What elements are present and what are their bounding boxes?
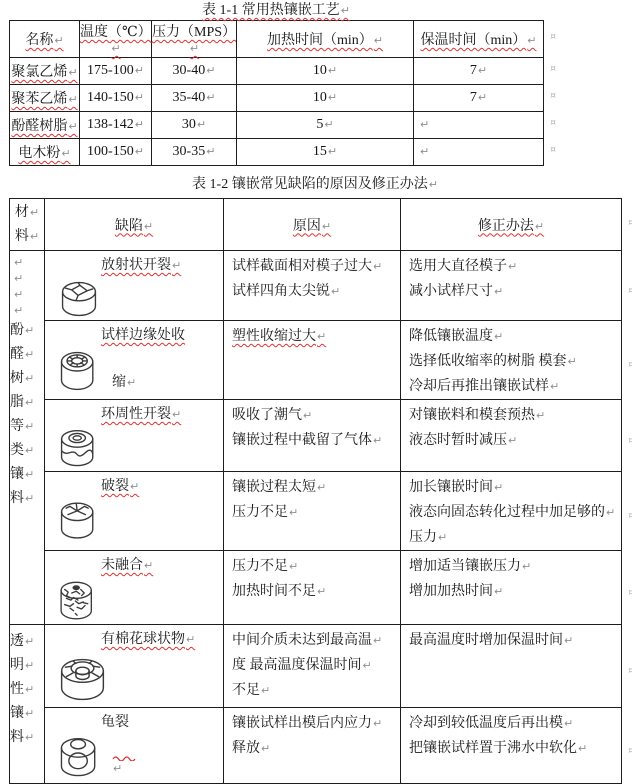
cause-cell <box>224 321 401 400</box>
defect-row-radial-crack <box>10 251 622 321</box>
cause-cell <box>224 625 401 708</box>
text-line: 脂 ↵ <box>10 391 44 415</box>
text-line: 镶嵌试样出模后内应力 ↵ <box>232 711 396 736</box>
text-line: 增加加热时间 ↵ <box>409 579 617 604</box>
text-line: 性 ↵ <box>10 678 44 702</box>
craze-crack-sample-image <box>54 735 104 783</box>
empty-cell-paragraph-mark <box>414 113 543 137</box>
material-name-cell: 酚醛树脂 ↵ <box>10 112 80 139</box>
circumferential-crack-sample-image <box>54 427 104 471</box>
table1-title <box>9 2 543 20</box>
text-line: 类 ↵ <box>10 439 44 463</box>
header-name: 名称 ↵ <box>10 21 80 58</box>
table2-header-row <box>10 199 622 251</box>
header-defect: 缺陷 ↵ <box>45 199 224 251</box>
text-line: 试样截面相对模子过大 ↵ <box>232 254 396 279</box>
table-row: 聚苯乙烯 ↵ 140-150 ↵ 35-40 ↵ 10 ↵ ¤ 7 ↵ <box>10 85 544 112</box>
text-line: 试样四角太尖锐 ↵ <box>232 279 396 304</box>
empty-paragraph-marks <box>10 251 44 319</box>
text-line: ¤ 对镶嵌料和模套预热 ↵ <box>409 403 617 428</box>
hot-mounting-process-table <box>9 20 544 166</box>
defect-row-edge-shrink <box>10 321 622 400</box>
text-line: 料 ↵ <box>10 487 44 511</box>
text-line: 选择低收缩率的树脂 模套 ↵ <box>409 349 617 374</box>
header-hold-time: ¤ 保温时间（min） ↵ <box>414 21 544 58</box>
header-fix: ¤ 修正办法 ↵ <box>401 199 622 251</box>
text-line: 减小试样尺寸 ↵ <box>409 279 617 304</box>
unfused-sample-image <box>54 578 102 624</box>
defect-row-circumferential-crack <box>10 400 622 472</box>
defect-row-unfused <box>10 551 622 625</box>
defect-row-burst <box>10 472 622 551</box>
defect-cell <box>45 321 224 400</box>
table-row: 酚醛树脂 ↵ 138-142 ↵ 30 ↵ 5 ↵ ¤ ↵ <box>10 112 544 139</box>
text-line: 液态向固态转化过程中加足够的 ↵ <box>409 500 617 525</box>
header-cause: 原因 ↵ <box>224 199 401 251</box>
text-line: 等 ↵ <box>10 415 44 439</box>
edge-shrink-sample-image <box>54 348 104 394</box>
text-line: 镶嵌过程中截留了气体 ↵ <box>232 428 396 453</box>
text-line: ¤ 降低镶嵌温度 ↵ <box>409 324 617 349</box>
material-vertical-label <box>10 319 44 511</box>
table1-header-row <box>10 21 544 58</box>
defect-cell <box>45 400 224 472</box>
material-name-cell: 聚氯乙烯 ↵ <box>10 58 80 85</box>
text-line: ¤ 增加适当镶嵌压力 ↵ <box>409 554 617 579</box>
text-line: 透 ↵ <box>10 630 44 654</box>
defect-label: 放射状开裂 ↵ <box>101 258 181 273</box>
defect-label: 未融合 ↵ <box>101 558 153 573</box>
text-line: 明 ↵ <box>10 654 44 678</box>
defects-table <box>9 198 622 784</box>
text-line: 醛 ↵ <box>10 343 44 367</box>
text-line: 镶 ↵ <box>10 463 44 487</box>
text-line: 酚 ↵ <box>10 319 44 343</box>
text-line: 冷却后再推出镶嵌试样 ↵ <box>409 374 617 399</box>
header-pressure: 压力（MPS） ↵ <box>152 21 237 58</box>
table1-title-text: 表 1-1 常用热镶嵌工艺 ↵ <box>202 3 350 18</box>
text-line: 材 ↵ <box>10 201 44 225</box>
text-line: 料 ↵ <box>10 225 44 249</box>
fix-cell <box>401 551 622 625</box>
material-name-cell: 电木粉 ↵ <box>10 139 80 166</box>
empty-cell-paragraph-mark <box>414 140 543 164</box>
text-line: 把镶嵌试样置于沸水中软化 ↵ <box>409 736 617 761</box>
header-heat-time: 加热时间（min） ↵ <box>237 21 414 58</box>
material-group-phenolic <box>10 251 45 625</box>
text-line: 压力 ↵ <box>409 525 617 550</box>
header-material <box>10 199 45 251</box>
text-line: 压力不足 ↵ <box>232 554 396 579</box>
material-group-transparent <box>10 625 45 784</box>
text-line: ¤ 选用大直径模子 ↵ <box>409 254 617 279</box>
text-line: 料 ↵ <box>10 726 44 750</box>
defect-cell <box>45 625 224 708</box>
material-name-cell: 聚苯乙烯 ↵ <box>10 85 80 112</box>
text-line: ¤ 最高温度时增加保温时间 ↵ <box>409 628 617 653</box>
defect-cell <box>45 251 224 321</box>
defect-label: 龟裂 <box>101 715 129 730</box>
radial-crack-sample-image <box>54 278 104 320</box>
defect-label: 试样边缘处收 <box>101 328 185 343</box>
text-line: 树 ↵ <box>10 367 44 391</box>
text-line: 度 最高温度保温时间 ↵ <box>232 653 396 678</box>
cause-cell <box>224 251 401 321</box>
defect-cell <box>45 472 224 551</box>
defect-label: 破裂 ↵ <box>101 479 139 494</box>
text-line: 加热时间不足 ↵ <box>232 579 396 604</box>
cotton-ball-sample-image <box>54 652 111 707</box>
material-vertical-label <box>10 630 44 750</box>
fix-cell <box>401 625 622 708</box>
defect-label-wrap: 缩 ↵ <box>112 371 136 391</box>
text-line: ¤ 冷却到较低温度后再出模 ↵ <box>409 711 617 736</box>
text-line: 镶 ↵ <box>10 702 44 726</box>
text-line: 塑性收缩过大 ↵ <box>232 324 396 349</box>
fix-cell <box>401 321 622 400</box>
table2-title-text: 表 1-2 镶嵌常见缺陷的原因及修正办法 ↵ <box>192 177 438 192</box>
cause-cell <box>224 400 401 472</box>
defect-row-cotton-ball <box>10 625 622 708</box>
text-line: 吸收了潮气 ↵ <box>232 403 396 428</box>
text-line: 镶嵌过程太短 ↵ <box>232 475 396 500</box>
text-line: 中间介质未达到最高温 ↵ <box>232 628 396 653</box>
fix-cell <box>401 472 622 551</box>
fix-cell <box>401 400 622 472</box>
cause-cell <box>224 472 401 551</box>
burst-crack-sample-image <box>54 499 104 543</box>
defect-cell <box>45 551 224 625</box>
text-line: ¤ 加长镶嵌时间 ↵ <box>409 475 617 500</box>
cause-cell <box>224 551 401 625</box>
table-row: 聚氯乙烯 ↵ 175-100 ↵ 30-40 ↵ 10 ↵ ¤ 7 ↵ <box>10 58 544 85</box>
fix-cell <box>401 251 622 321</box>
text-line: 压力不足 ↵ <box>232 500 396 525</box>
text-line: 液态时暂时减压 ↵ <box>409 428 617 453</box>
text-line: 不足 ↵ <box>232 678 396 703</box>
table2-title <box>9 176 621 194</box>
text-line: 释放 ↵ <box>232 736 396 761</box>
spellcheck-squiggle <box>112 755 136 777</box>
defect-label: 有棉花球状物 ↵ <box>101 632 195 647</box>
header-temperature: 温度（℃） ↵ <box>80 21 152 58</box>
defect-label: 环周性开裂 ↵ <box>101 407 181 422</box>
table-row: 电木粉 ↵ 100-150 ↵ 30-35 ↵ 15 ↵ ¤ ↵ <box>10 139 544 166</box>
